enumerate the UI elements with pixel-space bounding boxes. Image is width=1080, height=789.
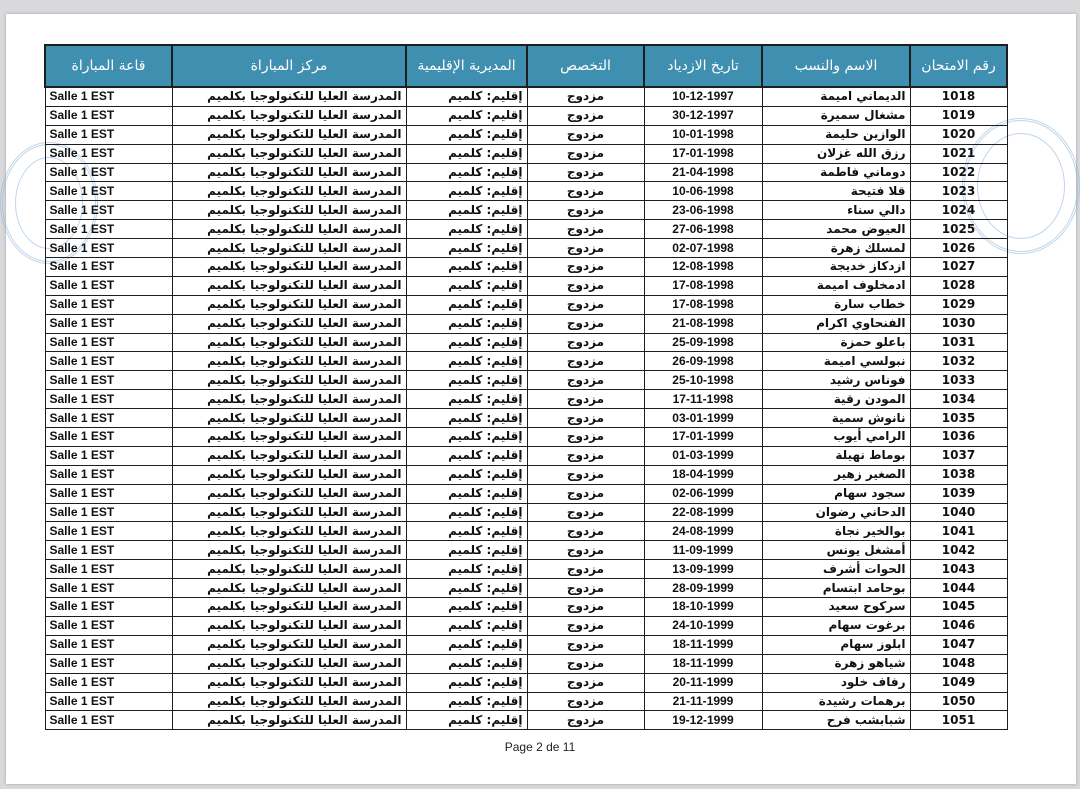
table-row [45,446,1007,465]
name-cell: سجود سهام [762,484,910,503]
exam-center-cell: المدرسة العليا للتكنولوجيا بكلميم [172,295,406,314]
specialty-cell: مزدوج [527,314,644,333]
name-cell: العيوض محمد [762,220,910,239]
table-row [45,560,1007,579]
name-cell: الديماني اميمة [762,87,910,106]
specialty-cell: مزدوج [527,428,644,447]
birth-date-cell: 02-06-1999 [644,484,762,503]
birth-date-cell: 17-01-1999 [644,428,762,447]
table-row [45,371,1007,390]
exam-center-cell: المدرسة العليا للتكنولوجيا بكلميم [172,522,406,541]
name-cell: فوناس رشيد [762,371,910,390]
directorate-cell: إقليم: كلميم [406,276,527,295]
directorate-cell: إقليم: كلميم [406,182,527,201]
specialty-cell: مزدوج [527,220,644,239]
birth-date-cell: 11-09-1999 [644,541,762,560]
directorate-cell: إقليم: كلميم [406,371,527,390]
table-row [45,654,1007,673]
directorate-cell: إقليم: كلميم [406,560,527,579]
exam-number-cell: 1020 [910,125,1007,144]
exam-room-cell: Salle 1 EST [45,503,172,522]
exam-center-cell: المدرسة العليا للتكنولوجيا بكلميم [172,144,406,163]
birth-date-cell: 21-04-1998 [644,163,762,182]
exam-room-cell: Salle 1 EST [45,314,172,333]
exam-room-cell: Salle 1 EST [45,352,172,371]
exam-center-cell: المدرسة العليا للتكنولوجيا بكلميم [172,541,406,560]
directorate-cell: إقليم: كلميم [406,352,527,371]
birth-date-cell: 17-08-1998 [644,276,762,295]
exam-center-cell: المدرسة العليا للتكنولوجيا بكلميم [172,276,406,295]
directorate-cell: إقليم: كلميم [406,87,527,106]
directorate-cell: إقليم: كلميم [406,616,527,635]
table-row [45,390,1007,409]
birth-date-cell: 21-11-1999 [644,692,762,711]
specialty-cell: مزدوج [527,144,644,163]
table-row [45,692,1007,711]
exam-number-cell: 1023 [910,182,1007,201]
table-row [45,522,1007,541]
exam-room-cell: Salle 1 EST [45,711,172,730]
name-cell: برهمات رشيدة [762,692,910,711]
name-cell: رزق الله غزلان [762,144,910,163]
exam-center-cell: المدرسة العليا للتكنولوجيا بكلميم [172,484,406,503]
name-cell: دالي سناء [762,201,910,220]
name-cell: بوالخير نجاة [762,522,910,541]
table-row [45,428,1007,447]
table-row [45,352,1007,371]
name-cell: رفاف خلود [762,673,910,692]
exam-center-cell: المدرسة العليا للتكنولوجيا بكلميم [172,201,406,220]
exam-number-cell: 1035 [910,409,1007,428]
exam-room-cell: Salle 1 EST [45,446,172,465]
directorate-cell: إقليم: كلميم [406,239,527,258]
exam-number-cell: 1025 [910,220,1007,239]
birth-date-cell: 17-11-1998 [644,390,762,409]
name-cell: الصغير زهير [762,465,910,484]
exam-room-cell: Salle 1 EST [45,333,172,352]
exam-room-cell: Salle 1 EST [45,692,172,711]
directorate-cell: إقليم: كلميم [406,428,527,447]
exam-number-cell: 1028 [910,276,1007,295]
birth-date-cell: 13-09-1999 [644,560,762,579]
exam-room-cell: Salle 1 EST [45,295,172,314]
table-row [45,616,1007,635]
name-cell: الرامي أيوب [762,428,910,447]
specialty-cell: مزدوج [527,465,644,484]
exam-room-cell: Salle 1 EST [45,579,172,598]
name-cell: باعلو حمزة [762,333,910,352]
exam-center-cell: المدرسة العليا للتكنولوجيا بكلميم [172,673,406,692]
exam-number-cell: 1046 [910,616,1007,635]
specialty-cell: مزدوج [527,598,644,617]
exam-center-cell: المدرسة العليا للتكنولوجيا بكلميم [172,409,406,428]
exam-number-cell: 1045 [910,598,1007,617]
exam-center-cell: المدرسة العليا للتكنولوجيا بكلميم [172,446,406,465]
birth-date-cell: 10-12-1997 [644,87,762,106]
exam-center-cell: المدرسة العليا للتكنولوجيا بكلميم [172,635,406,654]
exam-room-cell: Salle 1 EST [45,522,172,541]
table-row [45,87,1007,106]
exam-center-cell: المدرسة العليا للتكنولوجيا بكلميم [172,220,406,239]
directorate-cell: إقليم: كلميم [406,522,527,541]
birth-date-cell: 26-09-1998 [644,352,762,371]
name-cell: لمسلك زهرة [762,239,910,258]
name-cell: نبولسي اميمة [762,352,910,371]
exam-center-cell: المدرسة العليا للتكنولوجيا بكلميم [172,465,406,484]
name-cell: برغوت سهام [762,616,910,635]
specialty-cell: مزدوج [527,87,644,106]
specialty-cell: مزدوج [527,541,644,560]
exam-center-cell: المدرسة العليا للتكنولوجيا بكلميم [172,503,406,522]
birth-date-cell: 18-11-1999 [644,654,762,673]
exam-center-cell: المدرسة العليا للتكنولوجيا بكلميم [172,333,406,352]
name-cell: ادمخلوف اميمة [762,276,910,295]
exam-number-cell: 1038 [910,465,1007,484]
table-row [45,201,1007,220]
exam-number-cell: 1047 [910,635,1007,654]
table-row [45,144,1007,163]
exam-room-cell: Salle 1 EST [45,465,172,484]
exam-center-cell: المدرسة العليا للتكنولوجيا بكلميم [172,692,406,711]
exam-number-cell: 1024 [910,201,1007,220]
exam-room-cell: Salle 1 EST [45,635,172,654]
exam-center-cell: المدرسة العليا للتكنولوجيا بكلميم [172,654,406,673]
birth-date-cell: 17-08-1998 [644,295,762,314]
exam-room-cell: Salle 1 EST [45,371,172,390]
specialty-cell: مزدوج [527,560,644,579]
table-row [45,503,1007,522]
name-cell: قلا فتيحة [762,182,910,201]
specialty-cell: مزدوج [527,522,644,541]
birth-date-cell: 27-06-1998 [644,220,762,239]
directorate-cell: إقليم: كلميم [406,295,527,314]
specialty-cell: مزدوج [527,711,644,730]
birth-date-cell: 10-06-1998 [644,182,762,201]
name-cell: نانوش سمية [762,409,910,428]
table-row [45,182,1007,201]
directorate-cell: إقليم: كلميم [406,465,527,484]
exam-number-cell: 1032 [910,352,1007,371]
candidates-table [44,44,1008,730]
exam-number-cell: 1026 [910,239,1007,258]
table-row [45,295,1007,314]
name-cell: شبابشب فرح [762,711,910,730]
directorate-cell: إقليم: كلميم [406,409,527,428]
exam-number-cell: 1027 [910,258,1007,277]
birth-date-cell: 17-01-1998 [644,144,762,163]
exam-number-cell: 1018 [910,87,1007,106]
table-row [45,220,1007,239]
exam-room-cell: Salle 1 EST [45,598,172,617]
birth-date-cell: 10-01-1998 [644,125,762,144]
birth-date-cell: 03-01-1999 [644,409,762,428]
table-body [45,87,1007,730]
directorate-cell: إقليم: كلميم [406,314,527,333]
birth-date-cell: 24-08-1999 [644,522,762,541]
table-row [45,258,1007,277]
birth-date-cell: 02-07-1998 [644,239,762,258]
exam-center-cell: المدرسة العليا للتكنولوجيا بكلميم [172,314,406,333]
header-name: الاسم والنسب [762,45,910,87]
directorate-cell: إقليم: كلميم [406,144,527,163]
birth-date-cell: 18-11-1999 [644,635,762,654]
table-row [45,579,1007,598]
directorate-cell: إقليم: كلميم [406,220,527,239]
birth-date-cell: 21-08-1998 [644,314,762,333]
directorate-cell: إقليم: كلميم [406,484,527,503]
name-cell: الدحاني رضوان [762,503,910,522]
specialty-cell: مزدوج [527,390,644,409]
exam-number-cell: 1036 [910,428,1007,447]
exam-room-cell: Salle 1 EST [45,541,172,560]
header-birth-date: تاريخ الازدياد [644,45,762,87]
birth-date-cell: 19-12-1999 [644,711,762,730]
exam-room-cell: Salle 1 EST [45,560,172,579]
header-directorate: المديرية الإقليمية [406,45,527,87]
table-row [45,673,1007,692]
name-cell: بوماط نهيلة [762,446,910,465]
table-row [45,711,1007,730]
exam-number-cell: 1043 [910,560,1007,579]
exam-number-cell: 1021 [910,144,1007,163]
specialty-cell: مزدوج [527,371,644,390]
specialty-cell: مزدوج [527,106,644,125]
name-cell: خطاب سارة [762,295,910,314]
directorate-cell: إقليم: كلميم [406,635,527,654]
exam-number-cell: 1042 [910,541,1007,560]
exam-number-cell: 1051 [910,711,1007,730]
table-row [45,333,1007,352]
exam-number-cell: 1019 [910,106,1007,125]
directorate-cell: إقليم: كلميم [406,446,527,465]
exam-room-cell: Salle 1 EST [45,201,172,220]
table-row [45,465,1007,484]
table-row [45,106,1007,125]
directorate-cell: إقليم: كلميم [406,711,527,730]
exam-number-cell: 1033 [910,371,1007,390]
name-cell: بوحامد ابتسام [762,579,910,598]
exam-number-cell: 1041 [910,522,1007,541]
specialty-cell: مزدوج [527,276,644,295]
exam-center-cell: المدرسة العليا للتكنولوجيا بكلميم [172,711,406,730]
table-row [45,635,1007,654]
directorate-cell: إقليم: كلميم [406,201,527,220]
exam-center-cell: المدرسة العليا للتكنولوجيا بكلميم [172,352,406,371]
specialty-cell: مزدوج [527,446,644,465]
name-cell: الوازين حليمة [762,125,910,144]
name-cell: ابلوز سهام [762,635,910,654]
exam-number-cell: 1030 [910,314,1007,333]
exam-center-cell: المدرسة العليا للتكنولوجيا بكلميم [172,125,406,144]
table-row [45,125,1007,144]
table-header-row [45,45,1007,87]
directorate-cell: إقليم: كلميم [406,503,527,522]
birth-date-cell: 25-10-1998 [644,371,762,390]
name-cell: الفنحاوي اكرام [762,314,910,333]
directorate-cell: إقليم: كلميم [406,598,527,617]
exam-number-cell: 1044 [910,579,1007,598]
directorate-cell: إقليم: كلميم [406,390,527,409]
exam-room-cell: Salle 1 EST [45,673,172,692]
exam-number-cell: 1034 [910,390,1007,409]
directorate-cell: إقليم: كلميم [406,106,527,125]
specialty-cell: مزدوج [527,295,644,314]
exam-center-cell: المدرسة العليا للتكنولوجيا بكلميم [172,182,406,201]
name-cell: الحوات أشرف [762,560,910,579]
exam-room-cell: Salle 1 EST [45,390,172,409]
directorate-cell: إقليم: كلميم [406,579,527,598]
exam-center-cell: المدرسة العليا للتكنولوجيا بكلميم [172,371,406,390]
exam-center-cell: المدرسة العليا للتكنولوجيا بكلميم [172,87,406,106]
header-exam-center: مركز المباراة [172,45,406,87]
exam-room-cell: Salle 1 EST [45,125,172,144]
exam-room-cell: Salle 1 EST [45,616,172,635]
specialty-cell: مزدوج [527,258,644,277]
name-cell: شياهو زهرة [762,654,910,673]
table-row [45,276,1007,295]
exam-room-cell: Salle 1 EST [45,654,172,673]
exam-center-cell: المدرسة العليا للتكنولوجيا بكلميم [172,390,406,409]
header-specialty: التخصص [527,45,644,87]
birth-date-cell: 25-09-1998 [644,333,762,352]
exam-number-cell: 1050 [910,692,1007,711]
exam-room-cell: Salle 1 EST [45,87,172,106]
birth-date-cell: 24-10-1999 [644,616,762,635]
directorate-cell: إقليم: كلميم [406,163,527,182]
name-cell: دوماني فاطمة [762,163,910,182]
directorate-cell: إقليم: كلميم [406,692,527,711]
birth-date-cell: 18-04-1999 [644,465,762,484]
table-row [45,598,1007,617]
header-exam-room: قاعة المباراة [45,45,172,87]
name-cell: سركوح سعيد [762,598,910,617]
specialty-cell: مزدوج [527,673,644,692]
exam-number-cell: 1022 [910,163,1007,182]
birth-date-cell: 01-03-1999 [644,446,762,465]
specialty-cell: مزدوج [527,654,644,673]
specialty-cell: مزدوج [527,333,644,352]
specialty-cell: مزدوج [527,201,644,220]
exam-number-cell: 1049 [910,673,1007,692]
specialty-cell: مزدوج [527,163,644,182]
exam-center-cell: المدرسة العليا للتكنولوجيا بكلميم [172,598,406,617]
exam-room-cell: Salle 1 EST [45,428,172,447]
exam-number-cell: 1037 [910,446,1007,465]
name-cell: المودن رقية [762,390,910,409]
exam-number-cell: 1031 [910,333,1007,352]
table-row [45,541,1007,560]
exam-room-cell: Salle 1 EST [45,258,172,277]
directorate-cell: إقليم: كلميم [406,654,527,673]
birth-date-cell: 23-06-1998 [644,201,762,220]
table-row [45,409,1007,428]
exam-number-cell: 1039 [910,484,1007,503]
exam-center-cell: المدرسة العليا للتكنولوجيا بكلميم [172,163,406,182]
exam-room-cell: Salle 1 EST [45,182,172,201]
directorate-cell: إقليم: كلميم [406,258,527,277]
exam-room-cell: Salle 1 EST [45,220,172,239]
birth-date-cell: 28-09-1999 [644,579,762,598]
table-row [45,484,1007,503]
birth-date-cell: 22-08-1999 [644,503,762,522]
header-exam-number: رقم الامتحان [910,45,1007,87]
exam-center-cell: المدرسة العليا للتكنولوجيا بكلميم [172,579,406,598]
table-row [45,163,1007,182]
directorate-cell: إقليم: كلميم [406,125,527,144]
exam-center-cell: المدرسة العليا للتكنولوجيا بكلميم [172,428,406,447]
exam-number-cell: 1040 [910,503,1007,522]
page-number: Page 2 de 11 [504,740,576,754]
exam-number-cell: 1029 [910,295,1007,314]
exam-room-cell: Salle 1 EST [45,409,172,428]
exam-center-cell: المدرسة العليا للتكنولوجيا بكلميم [172,616,406,635]
name-cell: ازدكاز خديجة [762,258,910,277]
birth-date-cell: 30-12-1997 [644,106,762,125]
exam-center-cell: المدرسة العليا للتكنولوجيا بكلميم [172,239,406,258]
specialty-cell: مزدوج [527,484,644,503]
exam-center-cell: المدرسة العليا للتكنولوجيا بكلميم [172,258,406,277]
specialty-cell: مزدوج [527,125,644,144]
specialty-cell: مزدوج [527,692,644,711]
exam-center-cell: المدرسة العليا للتكنولوجيا بكلميم [172,560,406,579]
exam-room-cell: Salle 1 EST [45,276,172,295]
exam-room-cell: Salle 1 EST [45,239,172,258]
specialty-cell: مزدوج [527,239,644,258]
name-cell: مشغال سميرة [762,106,910,125]
directorate-cell: إقليم: كلميم [406,673,527,692]
specialty-cell: مزدوج [527,409,644,428]
specialty-cell: مزدوج [527,503,644,522]
specialty-cell: مزدوج [527,616,644,635]
exam-room-cell: Salle 1 EST [45,144,172,163]
birth-date-cell: 20-11-1999 [644,673,762,692]
specialty-cell: مزدوج [527,635,644,654]
birth-date-cell: 12-08-1998 [644,258,762,277]
exam-number-cell: 1048 [910,654,1007,673]
birth-date-cell: 18-10-1999 [644,598,762,617]
directorate-cell: إقليم: كلميم [406,333,527,352]
specialty-cell: مزدوج [527,579,644,598]
exam-room-cell: Salle 1 EST [45,163,172,182]
table-row [45,314,1007,333]
exam-room-cell: Salle 1 EST [45,106,172,125]
name-cell: أمشغل يونس [762,541,910,560]
exam-room-cell: Salle 1 EST [45,484,172,503]
specialty-cell: مزدوج [527,352,644,371]
exam-center-cell: المدرسة العليا للتكنولوجيا بكلميم [172,106,406,125]
table-row [45,239,1007,258]
specialty-cell: مزدوج [527,182,644,201]
directorate-cell: إقليم: كلميم [406,541,527,560]
